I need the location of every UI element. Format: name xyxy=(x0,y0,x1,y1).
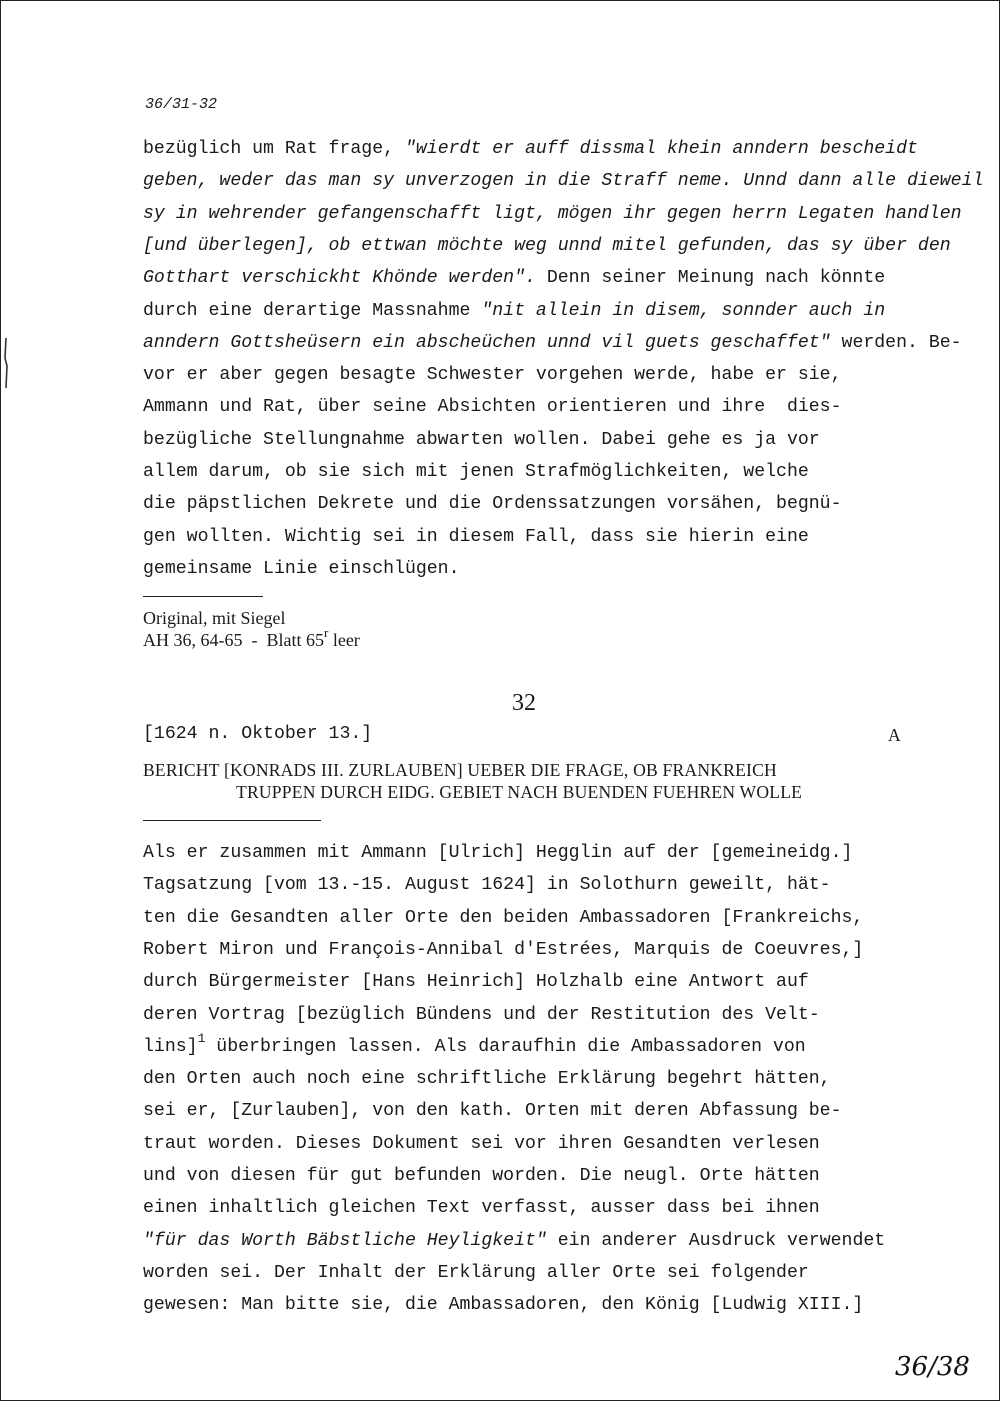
quoted-source-text: Gotthart verschickht Khönde werden". xyxy=(143,268,536,289)
body-text: den Orten auch noch eine schriftliche Erklärung begehrt hätten, xyxy=(143,1069,831,1090)
title-separator xyxy=(143,820,321,821)
document-title-line-2: TRUPPEN DURCH EIDG. GEBIET NACH BUENDEN FUEHREN WOLLE xyxy=(236,782,803,802)
quoted-source-text: sy in wehrender gefangenschafft ligt, mögen ihr gegen herrn Legaten handlen xyxy=(143,203,962,224)
body-text: vor er aber gegen besagte Schwester vorgehen werde, habe er sie, xyxy=(143,365,842,386)
doc31-line xyxy=(143,363,842,387)
quoted-source-text: "nit allein in disem, sonnder auch in xyxy=(481,300,886,321)
body-text: traut worden. Dieses Dokument sei vor ihren Gesandten verlesen xyxy=(143,1133,820,1154)
body-text: bezüglich um Rat frage, xyxy=(143,139,405,159)
doc31-line xyxy=(143,557,460,581)
doc32-line xyxy=(143,1067,831,1091)
body-text: gen wollten. Wichtig sei in diesem Fall, dass sie hierin eine xyxy=(143,526,809,547)
note-source-sup: r xyxy=(323,625,329,640)
doc31-line xyxy=(143,460,809,484)
folio-number: 36/38 xyxy=(895,1352,970,1382)
body-text: lins] xyxy=(143,1036,198,1057)
doc31-line xyxy=(143,266,885,290)
footnote-marker: 1 xyxy=(197,1030,206,1046)
doc31-line xyxy=(143,299,885,323)
body-text: Tagsatzung [vom 13.-15. August 1624] in Solothurn geweilt, hät- xyxy=(143,875,831,896)
doc32-line xyxy=(143,1003,820,1027)
body-text: allem darum, ob sie sich mit jenen Strafmöglichkeiten, welche xyxy=(143,462,809,482)
doc32-line xyxy=(143,1261,809,1285)
body-text: sei er, [Zurlauben], von den kath. Orten mit deren Abfassung be- xyxy=(143,1101,842,1122)
body-text: gewesen: Man bitte sie, die Ambassadoren, den König [Ludwig XIII.] xyxy=(143,1295,864,1316)
body-text: ten die Gesandten aller Orte den beiden Ambassadoren [Frankreichs, xyxy=(143,907,864,928)
doc32-line xyxy=(143,938,863,962)
notes-separator xyxy=(143,596,263,597)
doc31-line xyxy=(143,492,842,516)
body-text: ein anderer Ausdruck verwendet xyxy=(546,1230,886,1251)
doc31-line xyxy=(143,395,842,419)
doc31-line xyxy=(143,202,962,226)
body-text: Robert Miron und François-Annibal d'Estrées, Marquis de Coeuvres,] xyxy=(143,939,864,960)
doc32-line xyxy=(143,1229,885,1253)
note-original: Original, mit Siegel xyxy=(143,608,286,628)
doc32-line xyxy=(143,1293,863,1317)
doc32-line xyxy=(143,906,863,930)
body-text: Als er zusammen mit Ammann [Ulrich] Hegglin auf der [gemeineidg.] xyxy=(143,843,853,863)
note-source xyxy=(143,625,360,653)
doc31-line xyxy=(143,169,983,193)
body-text: worden sei. Der Inhalt der Erklärung aller Orte sei folgender xyxy=(143,1262,809,1283)
body-text: durch eine derartige Massnahme xyxy=(143,300,482,321)
doc31-line xyxy=(143,234,951,258)
body-text: gemeinsame Linie einschlügen. xyxy=(143,558,460,579)
body-text: werden. Be- xyxy=(830,332,962,353)
body-text: und von diesen für gut befunden worden. Die neugl. Orte hätten xyxy=(143,1166,820,1186)
doc32-line xyxy=(143,873,831,897)
quoted-source-text: geben, weder das man sy unverzogen in die Straff neme. Unnd dann alle dieweil xyxy=(143,171,984,192)
doc32-line xyxy=(143,1196,820,1220)
margin-pencil-mark xyxy=(3,338,9,388)
document-number: 32 xyxy=(512,690,536,716)
body-text: Denn seiner Meinung nach könnte xyxy=(535,268,886,289)
body-text: die päpstlichen Dekrete und die Ordenssatzungen vorsähen, begnü- xyxy=(143,494,842,515)
body-text: bezügliche Stellungnahme abwarten wollen. Dabei gehe es ja vor xyxy=(143,429,820,450)
document-reference: 36/31-32 xyxy=(145,96,218,113)
doc32-line xyxy=(143,841,852,865)
quoted-source-text: "wierdt er auff dissmal khein anndern bescheidt xyxy=(404,139,918,159)
body-text: überbringen lassen. Als daraufhin die Ambassadoren von xyxy=(205,1036,806,1057)
note-source-suffix: leer xyxy=(328,630,360,650)
body-text: deren Vortrag [bezüglich Bündens und der Restitution des Velt- xyxy=(143,1004,820,1025)
quoted-source-text: "für das Worth Bäbstliche Heyligkeit" xyxy=(143,1230,547,1251)
document-date: [1624 n. Oktober 13.] xyxy=(143,724,373,744)
document-title-line-1: BERICHT [KONRADS III. ZURLAUBEN] UEBER DIE FRAGE, OB FRANKREICH xyxy=(143,760,777,780)
doc32-line xyxy=(143,1164,820,1188)
body-text: durch Bürgermeister [Hans Heinrich] Holzhalb eine Antwort auf xyxy=(143,972,809,993)
doc32-line xyxy=(143,1030,806,1060)
doc31-line xyxy=(143,137,918,161)
doc32-line xyxy=(143,970,809,994)
doc32-line xyxy=(143,1099,842,1123)
note-source-text: AH 36, 64-65 - Blatt 65 xyxy=(143,630,324,650)
body-text: Ammann und Rat, über seine Absichten orientieren und ihre dies- xyxy=(143,397,842,418)
document-type-letter: A xyxy=(888,725,901,745)
body-text: einen inhaltlich gleichen Text verfasst, ausser dass bei ihnen xyxy=(143,1198,820,1219)
doc32-line xyxy=(143,1132,820,1156)
doc31-line xyxy=(143,331,962,355)
quoted-source-text: anndern Gottsheüsern ein abscheüchen unnd vil guets geschaffet" xyxy=(143,332,831,353)
doc31-line xyxy=(143,428,820,452)
quoted-source-text: [und überlegen], ob ettwan möchte weg unnd mitel gefunden, das sy über den xyxy=(143,235,951,256)
doc31-line xyxy=(143,525,809,549)
